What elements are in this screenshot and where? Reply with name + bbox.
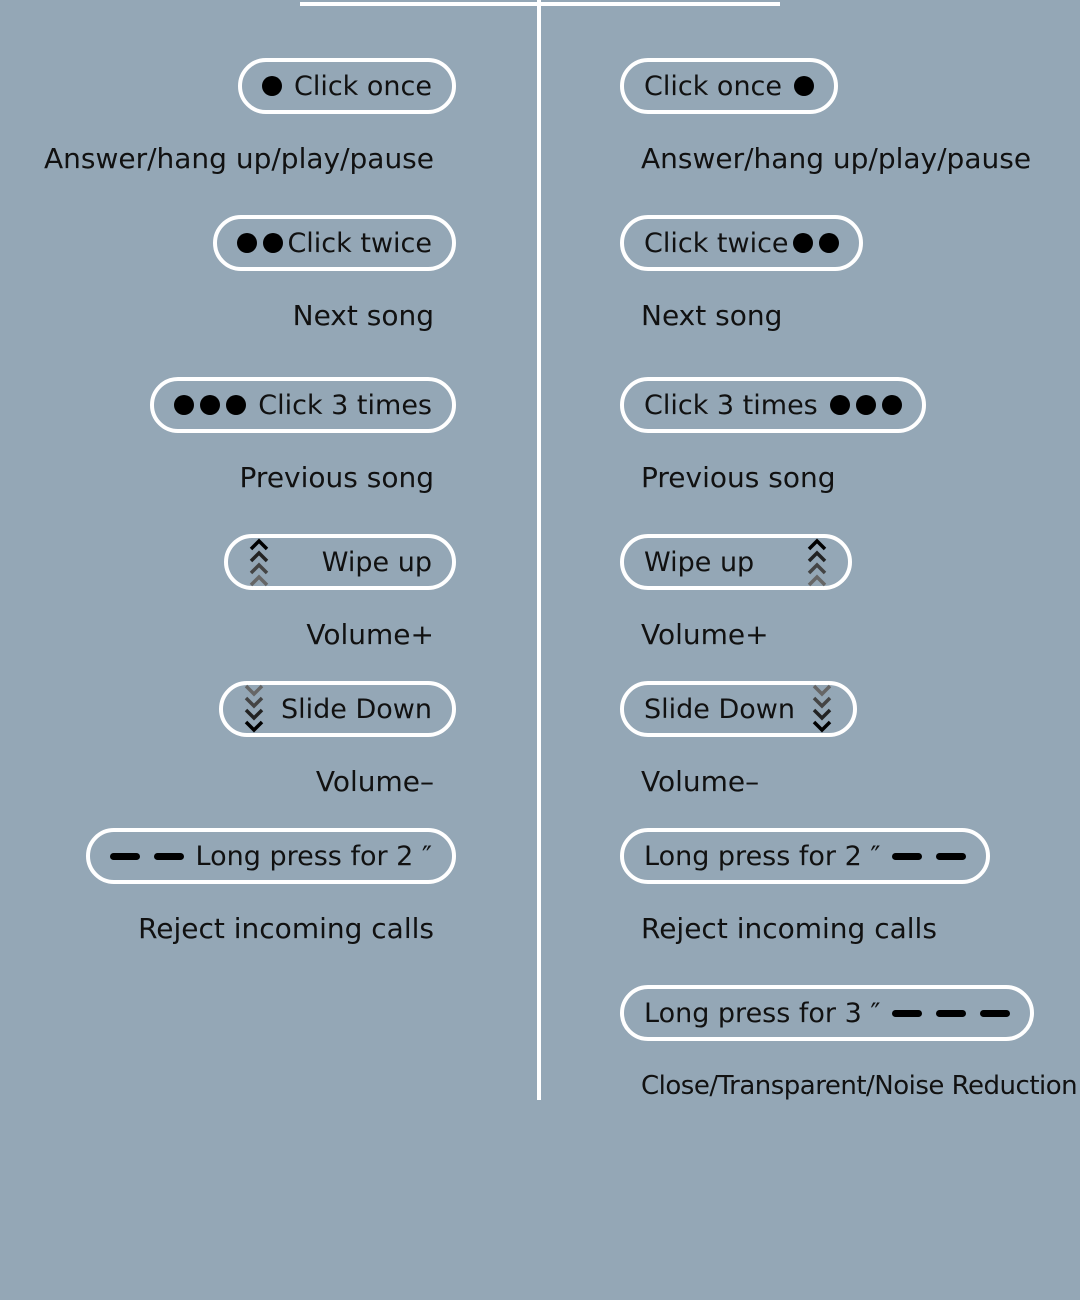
gesture-pill-slide-down [219, 681, 456, 737]
double-dot-icon [237, 233, 283, 253]
action-label: Reject incoming calls [138, 912, 434, 945]
action-label: Answer/hang up/play/pause [641, 142, 1032, 175]
action-label: Close/Transparent/Noise Reduction [641, 1071, 1078, 1101]
gesture-label: Long press for 2 ″ [195, 840, 432, 872]
action-label: Previous song [239, 461, 434, 494]
gesture-label: Slide Down [644, 693, 795, 725]
chevron-up-icon [806, 537, 828, 587]
triple-dash-icon [892, 1010, 1010, 1017]
action-label: Volume– [315, 765, 434, 798]
gesture-pill-long-press-3 [620, 985, 1034, 1041]
gesture-label: Slide Down [281, 693, 432, 725]
action-label: Next song [292, 299, 434, 332]
gesture-label: Click twice [287, 227, 432, 259]
gesture-label: Click once [293, 70, 432, 102]
action-label: Answer/hang up/play/pause [43, 142, 434, 175]
double-dot-icon [793, 233, 839, 253]
action-label: Previous song [641, 461, 836, 494]
gesture-pill-wipe-up [620, 534, 852, 590]
gesture-pill-click-twice [213, 215, 456, 271]
gesture-label: Wipe up [321, 546, 432, 578]
double-dash-icon [892, 853, 966, 860]
gesture-label: Long press for 3 ″ [644, 997, 881, 1029]
gesture-pill-long-press-2 [620, 828, 990, 884]
gesture-pill-click-3-times [620, 377, 926, 433]
triple-dot-icon [174, 395, 246, 415]
action-label: Volume+ [306, 618, 434, 651]
gesture-pill-click-once [238, 58, 456, 114]
single-dot-icon [262, 76, 282, 96]
double-dash-icon [110, 853, 184, 860]
gesture-label: Wipe up [644, 546, 755, 578]
action-label: Next song [641, 299, 783, 332]
single-dot-icon [794, 76, 814, 96]
gesture-label: Click 3 times [644, 389, 818, 421]
gesture-pill-wipe-up [224, 534, 456, 590]
chevron-up-icon [248, 537, 270, 587]
action-label: Reject incoming calls [641, 912, 937, 945]
gesture-pill-click-once [620, 58, 838, 114]
gesture-label: Click 3 times [258, 389, 432, 421]
gesture-label: Long press for 2 ″ [644, 840, 881, 872]
action-label: Volume– [641, 765, 760, 798]
gesture-pill-click-3-times [150, 377, 456, 433]
gesture-pill-click-twice [620, 215, 863, 271]
chevron-down-icon [811, 684, 833, 734]
triple-dot-icon [830, 395, 902, 415]
chevron-down-icon [243, 684, 265, 734]
center-divider [537, 0, 541, 1100]
action-label: Volume+ [641, 618, 769, 651]
gesture-label: Click twice [644, 227, 789, 259]
gesture-pill-slide-down [620, 681, 857, 737]
gesture-label: Click once [644, 70, 783, 102]
gesture-pill-long-press-2 [86, 828, 456, 884]
